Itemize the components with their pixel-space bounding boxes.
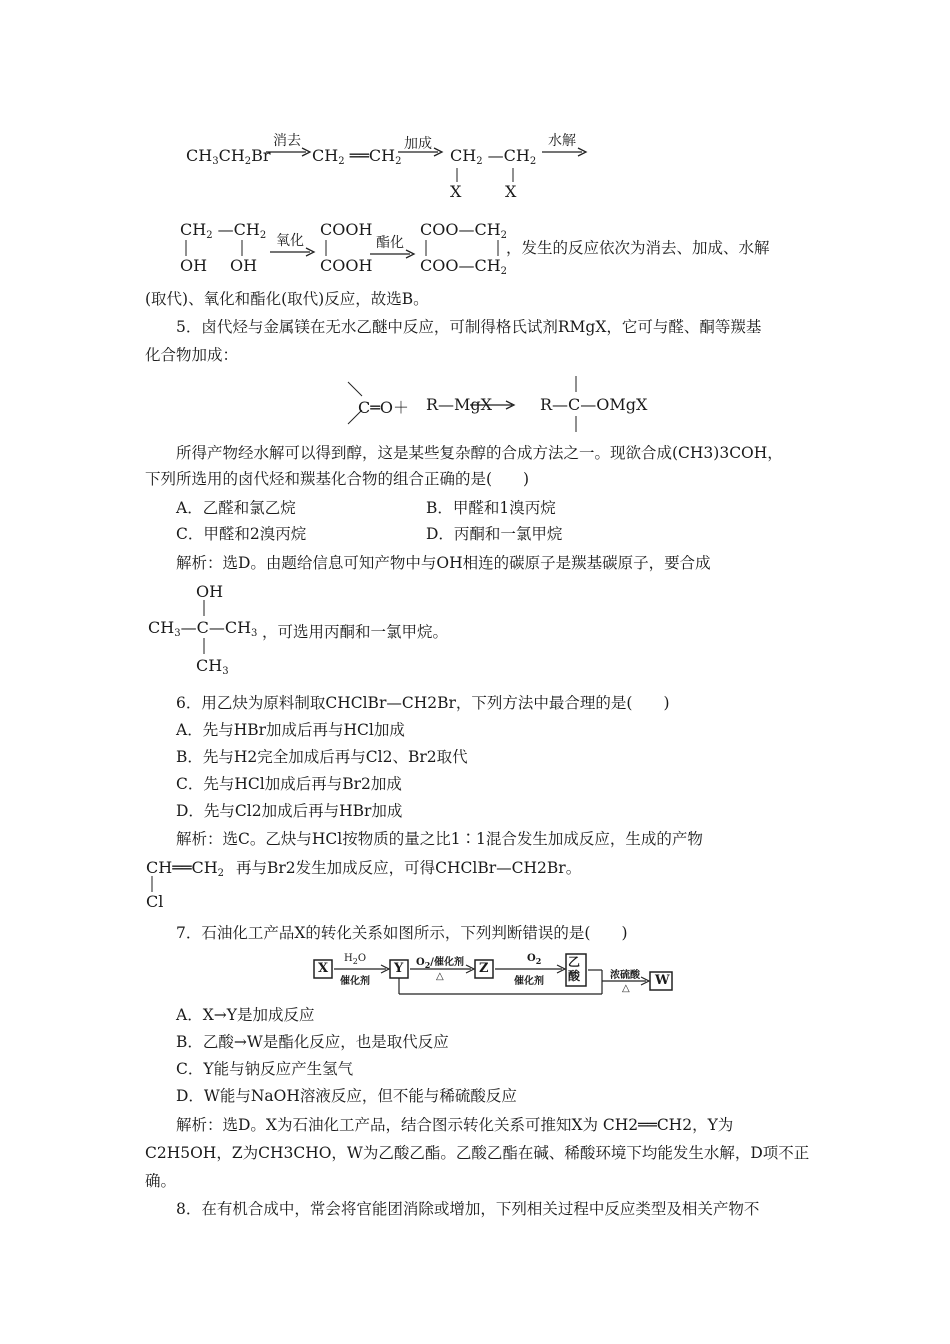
reaction-arrow <box>542 146 588 158</box>
q5-answer-line1: 解析：选D。由题给信息可知产物中与OH相连的碳原子是羰基碳原子，要合成 <box>176 554 711 572</box>
q7-answer-line1: 解析：选D。X为石油化工产品，结合图示转化关系可推知X为 CH2══CH2，Y为 <box>176 1116 734 1134</box>
q7-option-b: B．乙酸→W是酯化反应，也是取代反应 <box>176 1033 449 1051</box>
flow-label-cat2: 催化剂 <box>514 976 544 987</box>
q6-answer-line1: 解析：选C。乙炔与HCl按物质的量之比1∶1混合发生加成反应，生成的产物 <box>176 830 703 848</box>
hydroxyl: OH <box>180 256 208 275</box>
scheme-tail: ，发生的反应依次为消去、加成、水解 <box>506 239 770 257</box>
q5-stem-line3: 所得产物经水解可以得到醇，这是某些复杂醇的合成方法之一。现欲合成(CH3)3COH， <box>176 444 783 462</box>
q6-option-d: D．先与Cl2加成后再与HBr加成 <box>176 802 403 820</box>
q6-stem: 6．用乙炔为原料制取CHClBr—CH2Br，下列方法中最合理的是( ) <box>176 694 670 712</box>
q7-option-a: A．X→Y是加成反应 <box>176 1006 315 1024</box>
q7-answer-line2: C2H5OH，Z为CH3CHO，W为乙酸乙酯。乙酸乙酯在碱、稀酸环境下均能发生水解，D项不正 <box>145 1144 810 1162</box>
q7-option-c: C．Y能与钠反应产生氢气 <box>176 1060 354 1078</box>
q6-option-c: C．先与HCl加成后再与Br2加成 <box>176 775 402 793</box>
q7-option-d: D．W能与NaOH溶液反应，但不能与稀硫酸反应 <box>176 1087 517 1105</box>
cyclic-ester-top: $COO—CH_2$ <box>420 220 508 241</box>
tbutanol-oh: OH <box>196 582 224 601</box>
grignard-reagent: R—MgX <box>426 395 493 414</box>
halogen-x: X <box>505 182 517 201</box>
bond-lines <box>196 600 216 618</box>
halogen-x: X <box>450 182 462 201</box>
arrow-label-esterification: 酯化 <box>376 235 404 251</box>
flow-node-z: Z <box>479 961 489 976</box>
bond-lines <box>450 168 530 184</box>
flow-node-w: W <box>655 973 670 988</box>
arrow-label-hydrolysis: 水解 <box>548 133 576 149</box>
bond-lines <box>196 638 216 656</box>
reaction-arrow <box>270 246 316 258</box>
cyclic-ester-bottom: $COO—CH_2$ <box>420 256 508 277</box>
q5-option-c: C．甲醛和2溴丙烷 <box>176 525 307 543</box>
flow-label-h2o: $H_2O$ <box>344 953 367 966</box>
flow-label-o2cat: $O_2/$催化剂 <box>416 957 464 970</box>
reaction-arrow <box>370 248 416 260</box>
q6-option-b: B．先与H2完全加成后再与Cl2、Br2取代 <box>176 748 468 766</box>
q7-stem: 7．石油化工产品X的转化关系如图所示，下列判断错误的是( ) <box>176 924 628 942</box>
flow-label-delta2: △ <box>622 983 630 994</box>
scheme1-reactant: $CH_3CH_2Br$ <box>186 146 271 167</box>
carboxyl: COOH <box>320 220 373 239</box>
carboxyl: COOH <box>320 256 373 275</box>
grignard-adduct: R—C—OMgX <box>540 395 648 414</box>
tbutanol-main: $CH_3—C—CH_3$ <box>148 618 258 639</box>
reaction-arrow <box>398 146 444 158</box>
q5-option-b: B．甲醛和1溴丙烷 <box>426 499 556 517</box>
q5-stem-line1: 5．卤代烃与金属镁在无水乙醚中反应，可制得格氏试剂RMgX，它可与醛、酮等羰基 <box>176 318 762 336</box>
q5-stem-line2: 化合物加成： <box>145 346 239 364</box>
flow-node-x: X <box>318 961 329 976</box>
q6-option-a: A．先与HBr加成后再与HCl加成 <box>176 721 405 739</box>
q5-option-a: A．乙醛和氯乙烷 <box>176 499 296 517</box>
q6-answer-line2: 再与Br2发生加成反应，可得CHClBr—CH2Br。 <box>236 859 582 877</box>
flow-label-delta1: △ <box>436 971 444 982</box>
vinyl-chloride: $CH══CH_2$ <box>146 858 225 879</box>
hydroxyl: OH <box>230 256 258 275</box>
reaction-arrow <box>266 146 312 158</box>
chlorine: Cl <box>146 892 164 911</box>
flow-label-h2so4: 浓硫酸 <box>610 970 640 981</box>
diol-top: $CH_2$ $—CH_2$ <box>180 220 267 241</box>
carbonyl: C═O＋ <box>358 398 409 417</box>
flow-node-acid: 乙 酸 <box>568 955 581 983</box>
flow-node-y: Y <box>394 961 404 976</box>
q7-answer-line3: 确。 <box>145 1172 177 1190</box>
q4-answer-tail: (取代)、氧化和酯化(取代)反应，故选B。 <box>145 290 429 308</box>
arrow-label-addition: 加成 <box>404 136 432 152</box>
scheme1-dihalide: $CH_2$ $—CH_2$ <box>450 146 537 167</box>
q5-answer-line2: ，可选用丙酮和一氯甲烷。 <box>262 623 449 641</box>
flow-label-o2: $O_2$ <box>527 953 542 966</box>
tbutanol-ch3: $CH_3$ <box>196 656 229 677</box>
flow-label-cat1: 催化剂 <box>340 976 370 987</box>
q5-option-d: D．丙酮和一氯甲烷 <box>426 525 563 543</box>
arrow-label-elimination: 消去 <box>273 133 301 149</box>
scheme1-ethylene: $CH_2$ $══CH_2$ <box>312 146 402 167</box>
q8-stem: 8．在有机合成中，常会将官能团消除或增加，下列相关过程中反应类型及相关产物不 <box>176 1200 760 1218</box>
q5-stem-line4: 下列所选用的卤代烃和羰基化合物的组合正确的是( ) <box>145 470 530 488</box>
arrow-label-oxidation: 氧化 <box>276 233 304 249</box>
